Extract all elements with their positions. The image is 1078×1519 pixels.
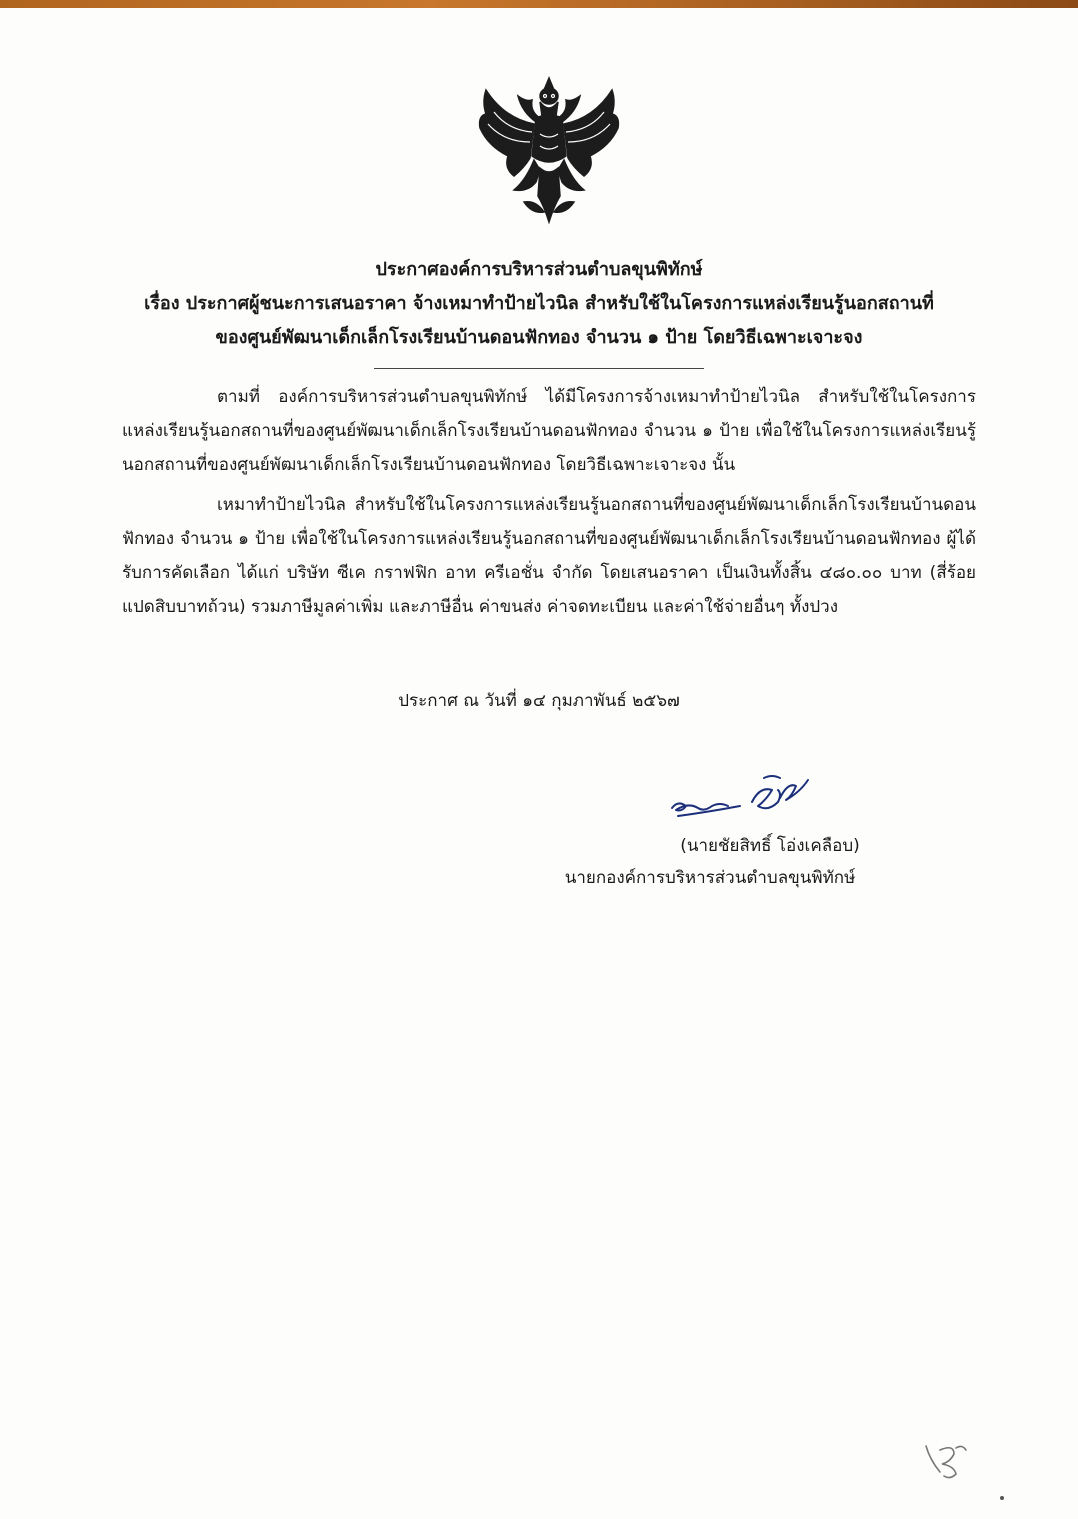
announcement-title: ประกาศองค์การบริหารส่วนตำบลขุนพิทักษ์ <box>375 259 703 280</box>
signer-position: นายกองค์การบริหารส่วนตำบลขุนพิทักษ์ <box>564 868 856 888</box>
document-page <box>0 8 1078 1519</box>
handwritten-page-mark-icon <box>920 1440 970 1480</box>
body-paragraph-2: เหมาทำป้ายไวนิล สำหรับใช้ในโครงการแหล่งเรียนรู้นอกสถานที่ของศูนย์พัฒนาเด็กเล็กโรงเรียนบ้านดอนฟักทอง จำนวน ๑ ป้าย เพื่อใช้ในโครงการแหล่งเรียนรู้นอกสถานที่ของศูนย์พัฒนาเด็กเล็กโรงเรียนบ้านดอนฟักทอง ผู้ได้รับการคัดเลือก ได้แก่ บริษัท ซีเค กราฟฟิก อาท ครีเอชั่น จำกัด โดยเสนอราคา เป็นเงินทั้งสิ้น ๔๘๐.๐๐ บาท (สี่ร้อยแปดสิบบาทถ้วน) รวมภาษีมูลค่าเพิ่ม และภาษีอื่น ค่าขนส่ง ค่าจดทะเบียน และค่าใช้จ่ายอื่นๆ ทั้งปวง <box>122 495 976 617</box>
paper-speck <box>1000 1496 1004 1500</box>
handwritten-signature-icon <box>668 772 818 822</box>
signer-name: (นายชัยสิทธิ์ โอ่งเคลือบ) <box>680 836 860 856</box>
announcement-date: ประกาศ ณ วันที่ ๑๔ กุมภาพันธ์ ๒๕๖๗ <box>398 691 680 711</box>
garuda-emblem-icon <box>474 72 624 232</box>
top-edge-strip <box>0 0 1078 8</box>
body-paragraph-1: ตามที่ องค์การบริหารส่วนตำบลขุนพิทักษ์ ได้มีโครงการจ้างเหมาทำป้ายไวนิล สำหรับใช้ในโครงการแหล่งเรียนรู้นอกสถานที่ของศูนย์พัฒนาเด็กเล็กโรงเรียนบ้านดอนฟักทอง จำนวน ๑ ป้าย เพื่อใช้ในโครงการแหล่งเรียนรู้นอกสถานที่ของศูนย์พัฒนาเด็กเล็กโรงเรียนบ้านดอนฟักทอง โดยวิธีเฉพาะเจาะจง นั้น <box>122 387 976 475</box>
announcement-subject-line2: ของศูนย์พัฒนาเด็กเล็กโรงเรียนบ้านดอนฟักทอง จำนวน ๑ ป้าย โดยวิธีเฉพาะเจาะจง <box>215 327 863 348</box>
announcement-subject-line1: เรื่อง ประกาศผู้ชนะการเสนอราคา จ้างเหมาทำป้ายไวนิล สำหรับใช้ในโครงการแหล่งเรียนรู้นอกสถานที่ <box>144 293 934 314</box>
title-divider <box>374 368 704 369</box>
